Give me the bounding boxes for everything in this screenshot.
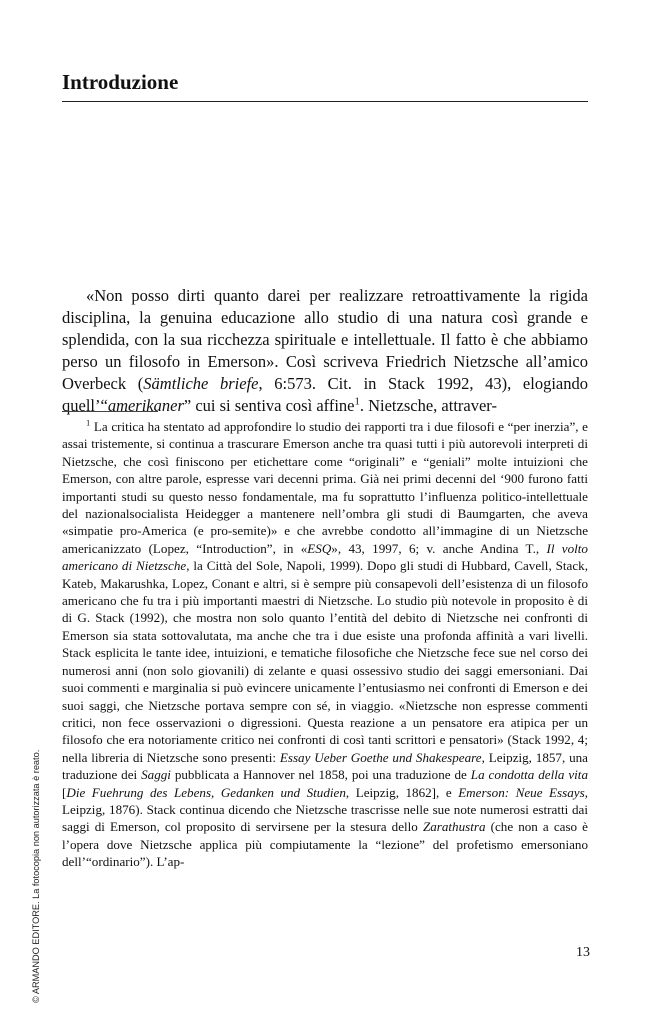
title-rule <box>62 101 588 102</box>
footnote-text-run: », 43, 1997, 6; v. anche Andina T., <box>331 540 547 556</box>
body-text-run: «Non posso dirti quanto darei per realizzare retroattivamente la rigida disciplina, la genuina educazione allo studio di una natura così grande e splendida, con la sua ricchezza spirituale e intellettuale. Il fatto è che abbiamo perso un filosofo in Emerson». Così scriveva Friedrich Nietzsche all’amico Overbeck ( <box>62 286 588 393</box>
body-text-run: , 6:573. Cit. in Stack 1992, 43), elogiando quell’“ <box>62 374 588 415</box>
page-number: 13 <box>576 945 590 960</box>
copyright-notice: © ARMANDO EDITORE. La fotocopia non autorizzata è reato. <box>31 749 41 1003</box>
footnote-reference: 1 <box>354 395 360 408</box>
footnote-text-run: (che non a caso è l’opera dove Nietzsche applica più compiutamente la “lezione” del profetismo emersoniano dell’“ordinario”). L’ap- <box>62 819 588 870</box>
footnote-text-run: , la Città del Sole, Napoli, 1999). Dopo gli studi di Hubbard, Cavell, Stack, Kateb, Makarushka, Lopez, Conant e altri, si è sempre più consapevoli dell’esistenza di un filosofo americano che fu tra i più importanti maestri di Nietzsche. Lo studio più notevole in proposito è di di G. Stack (1992), che mostra non solo quanto l’entità del debito di Nietzsche nei confronti di Emerson sia stata sottovalutata, ma anche che tra i due esiste una profonda affinità a vari livelli. Stack esplicita le tante idee, intuizioni, e tematiche filosofiche che Nietzsche fece sue nel corso dei numerosi anni (non solo giovanili) di zelante e quasi ossessivo studio dei saggi emersoniani. Dai suoi commenti e marginalia si può evincere unicamente l’entusiasmo nei confronti di Emerson e dei suoi saggi, che Nietzsche portava sempre con sé, in viaggio. «Nietzsche non espresse commenti critici, non fece osservazioni o digressioni. Questa reazione a un pensatore era atipica per un filosofo che era notoriamente critico nei confronti di così tanti scrittori e pensatori» (Stack 1992, 4; nella libreria di Nietzsche sono presenti: <box>62 558 588 765</box>
journal-title: ESQ <box>307 540 332 556</box>
book-title: La condotta della vita <box>470 767 588 783</box>
footnote-marker: 1 <box>86 417 91 428</box>
book-title: Sämtliche briefe <box>143 374 259 393</box>
book-title: Zarathustra <box>422 819 486 835</box>
book-title: Emerson: Neue Essays <box>458 784 585 800</box>
footnote-rule <box>62 411 158 412</box>
book-title: Essay Ueber Goethe und Shakespeare <box>279 749 482 765</box>
chapter-title: Introduzione <box>62 70 179 94</box>
quoted-term: amerikaner <box>107 396 184 415</box>
footnote <box>62 418 588 871</box>
body-text-run: ” cui si sentiva così affine <box>183 396 355 415</box>
footnote-text-run: , Leipzig, 1862], e <box>345 784 459 800</box>
footnote-text-run: La critica ha stentato ad approfondire lo studio dei rapporti tra i due filosofi e “per inerzia”, e assai tristemente, si continua a trascurare Emerson anche tra quasi tutti i più autorevoli interpreti di Nietzsche, che così finiscono per etichettare come “originali” e “geniali” molte intuizioni che Emerson, con altre parole, espresse vari decenni prima. Già nei primi decenni del ‘900 furono fatti importanti studi su questo nesso fondamentale, ma fu soprattutto l’influenza politico-intellettuale del nazionalsocialista Heidegger a mantenere nell’ombra gli studi di Baumgarten, che aveva «simpatie pro-America (e pro-semite)» e che avrebbe condotto all’immagine di un Nietzsche americanizzato (Lopez, “Introduction”, in « <box>62 419 588 556</box>
footnote-text-run: [ <box>62 784 67 800</box>
book-title: Die Fuehrung des Lebens, Gedanken und Studien <box>66 784 346 800</box>
body-text-run: . Nietzsche, attraver- <box>359 396 497 415</box>
footnote-text-run: , Leipzig, 1857, una traduzione dei <box>62 749 588 783</box>
book-title: Saggi <box>141 767 171 783</box>
book-title: Il volto americano di Nietzsche <box>62 540 588 574</box>
footnote-text-run: , Leipzig, 1876). Stack continua dicendo che Nietzsche trascrisse nelle sue note numerosi estratti dai saggi di Emerson, col proposito di servirsene per la stesura dello <box>62 784 588 835</box>
footnote-text-run: pubblicata a Hannover nel 1858, poi una traduzione de <box>170 767 471 783</box>
body-paragraph <box>62 285 588 417</box>
